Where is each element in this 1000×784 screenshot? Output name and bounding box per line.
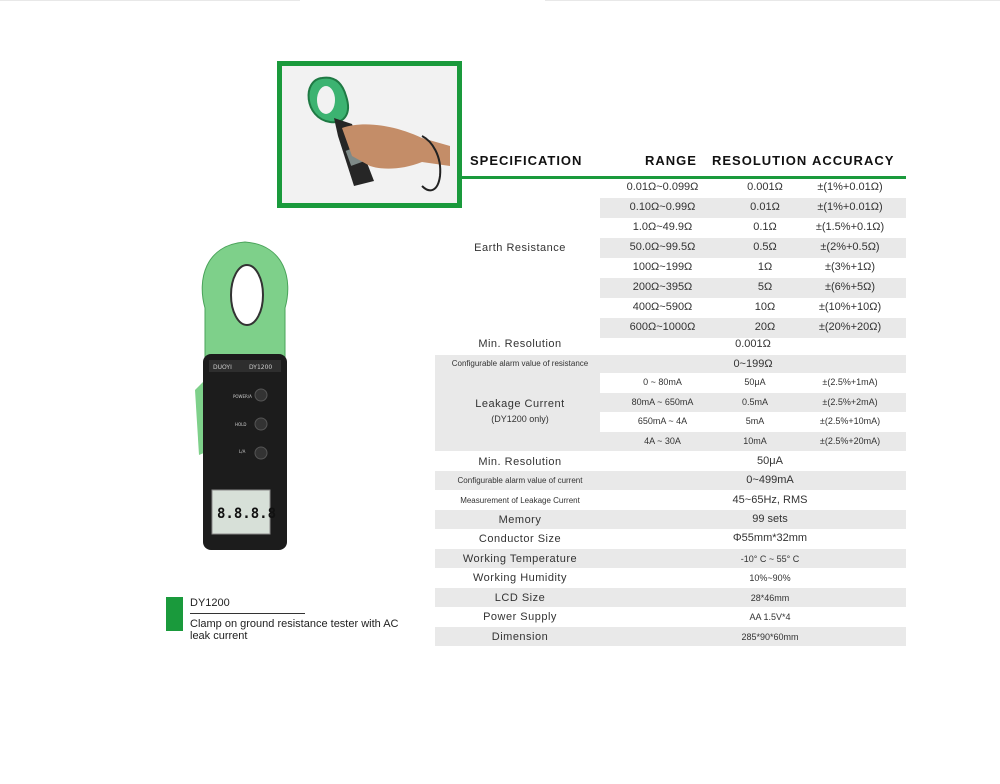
min-resolution-label: Min. Resolution <box>478 338 562 350</box>
earth-range: 50.0Ω~99.5Ω <box>629 241 696 253</box>
earth-accuracy: ±(1%+0.01Ω) <box>817 201 883 213</box>
spec-label: Configurable alarm value of current <box>457 476 583 485</box>
earth-accuracy: ±(1%+0.01Ω) <box>817 181 883 193</box>
header-rule <box>462 176 906 179</box>
hand-holding-tester-image <box>282 66 457 203</box>
earth-range: 600Ω~1000Ω <box>629 321 696 333</box>
caption-marker <box>166 597 183 631</box>
alarm-resistance-label: Configurable alarm value of resistance <box>451 359 589 368</box>
lcd-digits: 8.8.8.8 <box>217 506 277 522</box>
spec-value: 50μA <box>757 455 783 467</box>
spec-label: Dimension <box>491 631 549 643</box>
hold-button[interactable] <box>255 418 267 430</box>
earth-range: 0.10Ω~0.99Ω <box>629 201 696 213</box>
earth-accuracy: ±(20%+20Ω) <box>818 321 882 333</box>
la-button[interactable] <box>255 447 267 459</box>
min-resolution-value: 0.001Ω <box>735 338 771 350</box>
leak-range: 4A ~ 30A <box>644 435 681 446</box>
header-range: RANGE <box>645 153 697 168</box>
earth-resolution: 20Ω <box>754 321 776 333</box>
earth-accuracy: ±(10%+10Ω) <box>818 301 882 313</box>
earth-resolution: 0.001Ω <box>747 181 783 193</box>
earth-range: 1.0Ω~49.9Ω <box>632 221 693 233</box>
earth-resolution: 1Ω <box>757 261 773 273</box>
row-shade <box>435 373 600 451</box>
leak-accuracy: ±(2.5%+10mA) <box>819 416 881 426</box>
header-specification: SPECIFICATION <box>470 153 583 168</box>
top-divider-left <box>0 0 300 1</box>
spec-label: Memory <box>498 514 542 526</box>
caption-description: Clamp on ground resistance tester with AC leak current <box>190 618 399 642</box>
alarm-resistance-value: 0~199Ω <box>733 358 773 370</box>
earth-accuracy: ±(6%+5Ω) <box>824 281 876 293</box>
earth-accuracy: ±(1.5%+0.1Ω) <box>815 221 885 233</box>
spec-value: -10° C ~ 55° C <box>740 554 800 564</box>
svg-text:HOLD: HOLD <box>235 422 247 427</box>
tester-device <box>195 240 295 552</box>
earth-range: 0.01Ω~0.099Ω <box>626 181 699 193</box>
leak-range: 80mA ~ 650mA <box>631 396 694 407</box>
leakage-sublabel: (DY1200 only) <box>491 414 549 424</box>
earth-range: 400Ω~590Ω <box>632 301 693 313</box>
caption-underline <box>190 613 305 614</box>
header-resolution: RESOLUTION <box>712 153 808 168</box>
spec-value: AA 1.5V*4 <box>749 612 791 622</box>
svg-text:L/A: L/A <box>239 449 246 454</box>
top-divider-right <box>545 0 1000 1</box>
spec-value: 0~499mA <box>746 474 794 486</box>
spec-label: Measurement of Leakage Current <box>460 496 580 505</box>
usage-photo <box>277 61 462 208</box>
leak-range: 0 ~ 80mA <box>643 377 682 387</box>
earth-resolution: 5Ω <box>757 281 773 293</box>
leakage-label: Leakage Current <box>475 398 565 410</box>
leak-resolution: 50μA <box>744 377 766 387</box>
spec-label: Min. Resolution <box>478 456 562 468</box>
spec-label: Working Temperature <box>462 553 578 565</box>
leak-accuracy: ±(2.5%+2mA) <box>822 396 878 407</box>
earth-range: 200Ω~395Ω <box>632 281 693 293</box>
earth-accuracy: ±(3%+1Ω) <box>824 261 876 273</box>
screen-model-text: DY1200 <box>249 364 273 371</box>
svg-text:POWER/A: POWER/A <box>233 394 252 399</box>
spec-value: 45~65Hz, RMS <box>732 494 808 506</box>
caption-model: DY1200 <box>190 597 230 609</box>
power-button[interactable] <box>255 389 267 401</box>
earth-resolution: 0.5Ω <box>753 241 777 253</box>
spec-value: 10%~90% <box>749 573 791 583</box>
spec-value: 28*46mm <box>750 593 790 603</box>
leak-accuracy: ±(2.5%+20mA) <box>819 435 881 446</box>
spec-label: Working Humidity <box>473 572 567 584</box>
leak-resolution: 5mA <box>745 416 765 426</box>
earth-range: 100Ω~199Ω <box>632 261 693 273</box>
earth-resolution: 0.1Ω <box>753 221 777 233</box>
leak-range: 650mA ~ 4A <box>637 416 688 426</box>
leak-resolution: 0.5mA <box>741 396 768 407</box>
spec-value: 99 sets <box>752 513 788 525</box>
header-accuracy: ACCURACY <box>812 153 895 168</box>
earth-resolution: 10Ω <box>754 301 776 313</box>
spec-label: Conductor Size <box>478 533 562 545</box>
earth-accuracy: ±(2%+0.5Ω) <box>820 241 880 253</box>
leak-resolution: 10mA <box>743 435 767 446</box>
spec-value: 285*90*60mm <box>741 632 799 642</box>
leak-accuracy: ±(2.5%+1mA) <box>822 377 878 387</box>
earth-label: Earth Resistance <box>474 242 566 254</box>
earth-resolution: 0.01Ω <box>750 201 780 213</box>
spec-label: LCD Size <box>494 592 546 604</box>
spec-value: Φ55mm*32mm <box>732 532 808 544</box>
spec-label: Power Supply <box>483 611 557 623</box>
brand-text: DUOYI <box>213 364 232 371</box>
